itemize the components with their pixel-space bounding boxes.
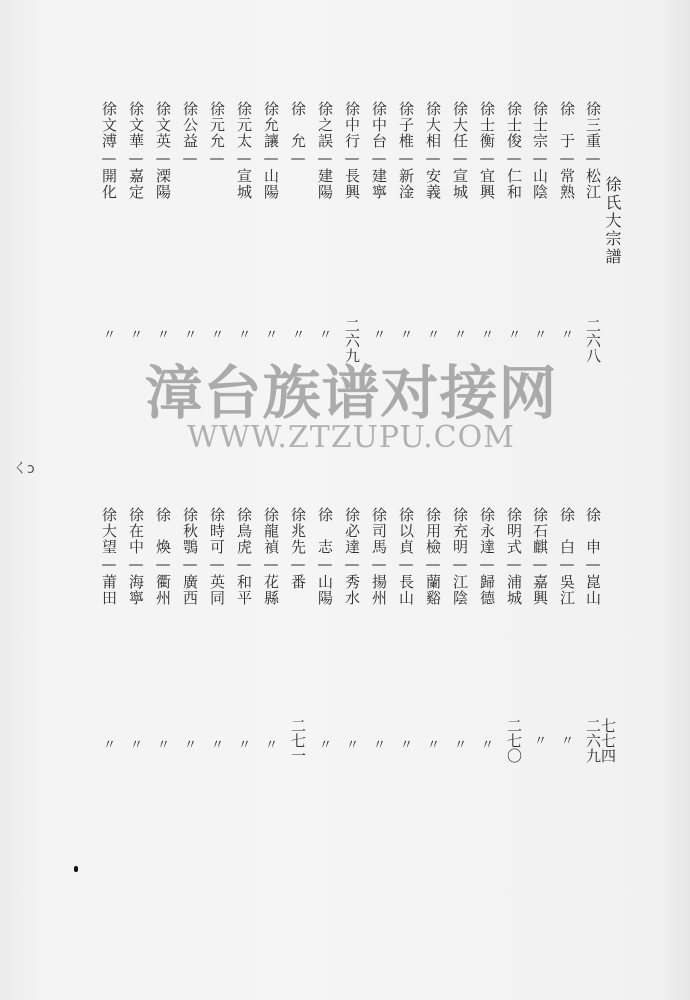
ditto-mark: 〃 [346, 738, 360, 753]
ditto-mark: 〃 [373, 328, 387, 343]
lower-entry-6: 徐充明—江陰 [451, 507, 469, 606]
upper-entry-10: 徐中行—長興 [343, 101, 361, 200]
ditto-mark: 〃 [184, 328, 198, 343]
ditto-mark: 〃 [130, 738, 144, 753]
ditto-mark: 〃 [184, 738, 198, 753]
lower-entry-1: 徐 申—崑山 [584, 507, 602, 606]
upper-entry-3: 徐士宗—山陰 [531, 101, 549, 200]
lower-entry-10: 徐必達—秀水 [343, 507, 361, 606]
ditto-mark: 〃 [534, 328, 548, 343]
book-title: 徐氏大宗譜 [603, 176, 622, 266]
watermark-chinese: 漳台族谱对接网 [144, 359, 558, 427]
ditto-mark: 〃 [561, 328, 575, 343]
ditto-mark: 〃 [481, 738, 495, 753]
ditto-mark: 〃 [292, 328, 306, 343]
ditto-mark: 〃 [319, 738, 333, 753]
lower-entry-7: 徐用檢—蘭谿 [424, 507, 442, 606]
ditto-mark: 〃 [373, 738, 387, 753]
ink-dot [74, 866, 78, 872]
lower-page-ref-2: 二六九 [584, 718, 602, 763]
upper-entry-1: 徐三重—松江 [584, 101, 602, 200]
watermark-url: WWW.ZTZUPU.COM [187, 420, 515, 455]
upper-entry-8: 徐子椎—新淦 [397, 101, 415, 200]
upper-entry-12: 徐 允— [289, 101, 307, 168]
lower-entry-16: 徐秋鶚—廣西 [181, 507, 199, 606]
upper-entry-18: 徐文華—嘉定 [127, 101, 145, 200]
ditto-mark: 〃 [130, 328, 144, 343]
lower-entry-3: 徐石麒—嘉興 [531, 507, 549, 606]
ditto-mark: 〃 [157, 738, 171, 753]
upper-entry-7: 徐大相—安義 [424, 101, 442, 200]
upper-entry-9: 徐中台—建寧 [370, 101, 388, 200]
ditto-mark: 〃 [427, 738, 441, 753]
upper-entry-16: 徐公益— [181, 101, 199, 168]
ditto-mark: 〃 [534, 734, 548, 749]
ditto-mark: 〃 [265, 738, 279, 753]
lower-page-ref-3: 二七〇 [505, 718, 523, 763]
lower-entry-14: 徐鳥虎—和平 [235, 507, 253, 606]
upper-entry-19: 徐文溥—開化 [100, 101, 118, 200]
lower-entry-8: 徐以貞—長山 [397, 507, 415, 606]
lower-entry-17: 徐 煥—衢州 [154, 507, 172, 606]
lower-entry-15: 徐時可—英同 [208, 507, 226, 606]
lower-entry-18: 徐在中—海寧 [127, 507, 145, 606]
ditto-mark: 〃 [238, 328, 252, 343]
upper-entry-5: 徐士衡—宜興 [478, 101, 496, 200]
ditto-mark: 〃 [157, 328, 171, 343]
ditto-mark: 〃 [319, 328, 333, 343]
upper-entry-6: 徐大任—宣城 [451, 101, 469, 200]
ditto-mark: 〃 [400, 328, 414, 343]
upper-entry-15: 徐元允— [208, 101, 226, 168]
ditto-mark: 〃 [508, 328, 522, 343]
lower-entry-9: 徐司馬—揚州 [370, 507, 388, 606]
ditto-mark: 〃 [211, 738, 225, 753]
ditto-mark: 〃 [238, 738, 252, 753]
lower-entry-13: 徐龍禎—花縣 [262, 507, 280, 606]
lower-entry-4: 徐明式—浦城 [505, 507, 523, 606]
ditto-mark: 〃 [211, 328, 225, 343]
upper-page-ref-2: 二六九 [343, 318, 361, 363]
upper-entry-2: 徐 于—常熟 [558, 101, 576, 200]
lower-entry-11: 徐 志—山陽 [316, 507, 334, 606]
upper-entry-13: 徐允讓—山陽 [262, 101, 280, 200]
upper-entry-17: 徐文英—溧陽 [154, 101, 172, 200]
lower-page-ref-1: 七七四 [599, 718, 617, 763]
upper-entry-11: 徐之誤—建陽 [316, 101, 334, 200]
upper-entry-4: 徐士俊—仁和 [505, 101, 523, 200]
ditto-mark: 〃 [454, 738, 468, 753]
ditto-mark: 〃 [265, 328, 279, 343]
ditto-mark: 〃 [400, 738, 414, 753]
lower-entry-5: 徐永達—歸德 [478, 507, 496, 606]
ditto-mark: 〃 [561, 734, 575, 749]
margin-handwritten-mark: くɔ [13, 461, 35, 477]
ditto-mark: 〃 [103, 738, 117, 753]
ditto-mark: 〃 [427, 328, 441, 343]
upper-page-ref-1: 二六八 [584, 318, 602, 363]
ditto-mark: 〃 [454, 328, 468, 343]
ditto-mark: 〃 [481, 328, 495, 343]
lower-entry-12: 徐兆先—番 [289, 507, 307, 590]
upper-entry-14: 徐元太—宣城 [235, 101, 253, 200]
ditto-mark: 〃 [103, 328, 117, 343]
lower-entry-2: 徐 白—吳江 [558, 507, 576, 606]
lower-entry-19: 徐大望—莆田 [100, 507, 118, 606]
lower-page-ref-4: 二七一 [289, 718, 307, 763]
